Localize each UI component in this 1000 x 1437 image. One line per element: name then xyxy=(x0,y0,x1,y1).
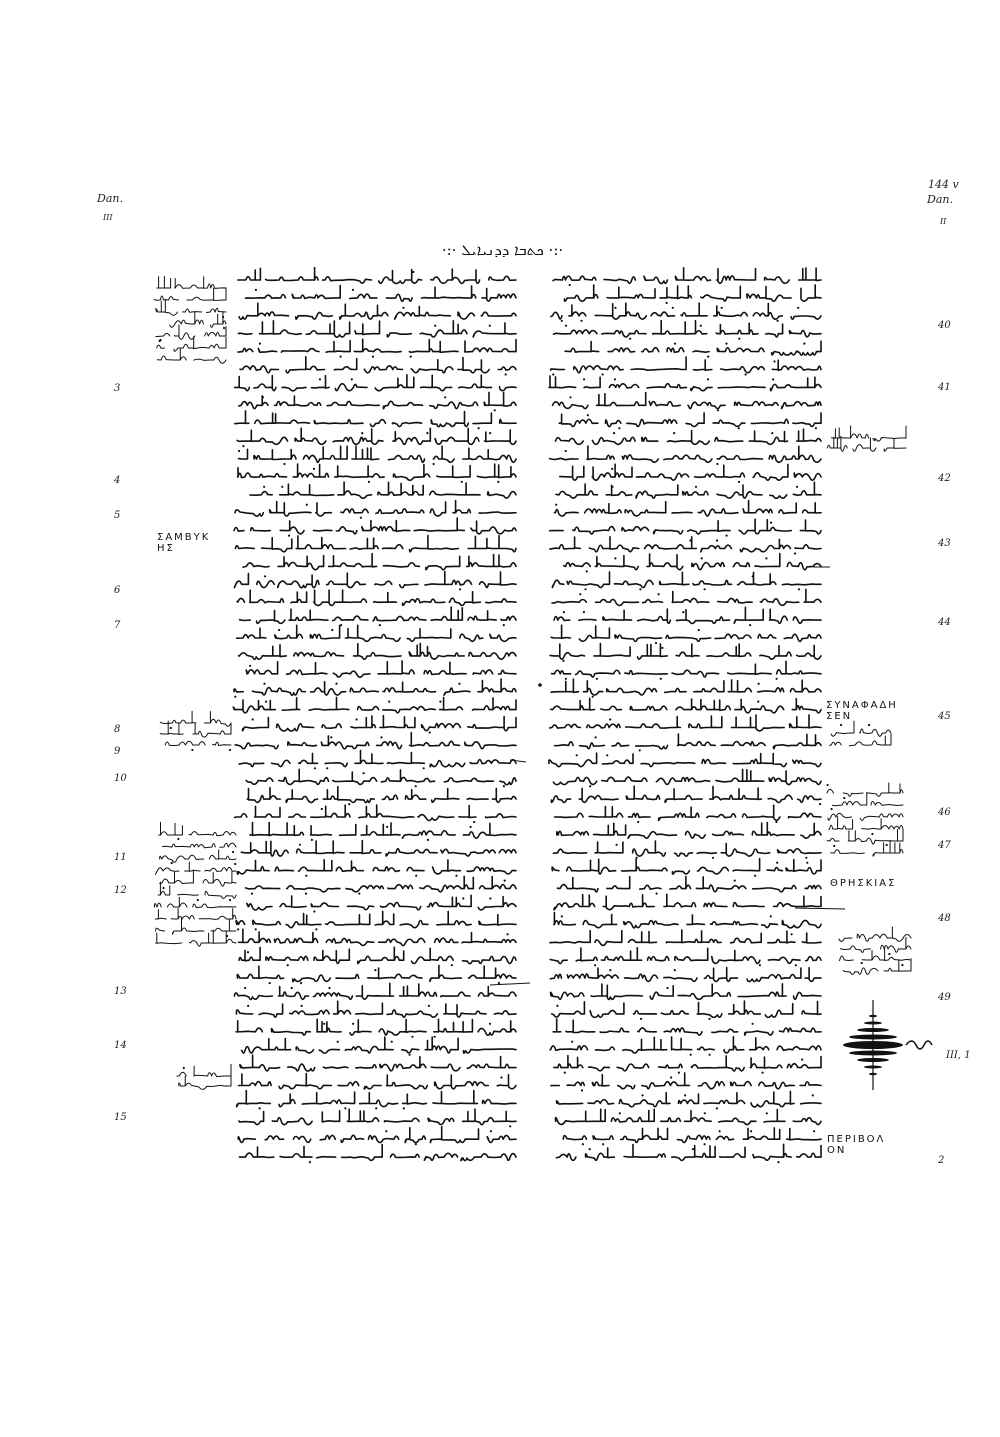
right-verse-number: 47 xyxy=(938,840,951,851)
left-verse-number: 15 xyxy=(114,1112,127,1123)
right-verse-number: 42 xyxy=(938,473,951,484)
right-book-label: Dan. xyxy=(927,193,953,206)
right-verse-number: 44 xyxy=(938,617,951,628)
left-verse-number: 7 xyxy=(114,620,121,631)
greek-gloss-synaphadesen: ΣΥΝΑΦΑΔΗ ΣΕΝ xyxy=(826,700,898,722)
left-verse-number: 5 xyxy=(114,510,121,521)
right-verse-number: 48 xyxy=(938,913,951,924)
right-chapter-label: II xyxy=(940,217,947,226)
right-verse-number: 2 xyxy=(938,1155,945,1166)
right-verse-number: 46 xyxy=(938,807,951,818)
left-verse-number: 13 xyxy=(114,986,127,997)
greek-gloss-sambukes: ΣΑΜΒΥΚ ΗΣ xyxy=(157,532,211,554)
greek-gloss-threskias: ΘΡΗΣΚΙΑΣ xyxy=(830,878,897,889)
greek-gloss-peribolon: ΠΕΡΙΒΟΛ ΟΝ xyxy=(827,1134,886,1156)
left-verse-number: 3 xyxy=(114,383,121,394)
left-verse-number: 10 xyxy=(114,773,127,784)
right-folio-label: 144 v xyxy=(928,178,959,191)
running-title: ·:· ܟܬܒܐ ܕܕܢܝܐܝܠ ·:· xyxy=(441,241,564,259)
left-verse-number: 6 xyxy=(114,585,121,596)
right-verse-number: 41 xyxy=(938,382,951,393)
right-verse-number: 40 xyxy=(938,320,951,331)
left-verse-number: 14 xyxy=(114,1040,127,1051)
right-verse-number: 43 xyxy=(938,538,951,549)
left-verse-number: 4 xyxy=(114,475,121,486)
left-verse-number: 11 xyxy=(114,852,127,863)
right-verse-number: 45 xyxy=(938,711,951,722)
left-verse-number: 12 xyxy=(114,885,127,896)
left-verse-number: 9 xyxy=(114,746,121,757)
right-verse-number: 49 xyxy=(938,992,951,1003)
right-verse-number: III, 1 xyxy=(946,1050,971,1061)
left-chapter-label: III xyxy=(103,213,113,222)
left-verse-number: 8 xyxy=(114,724,121,735)
left-book-label: Dan. xyxy=(97,192,123,205)
